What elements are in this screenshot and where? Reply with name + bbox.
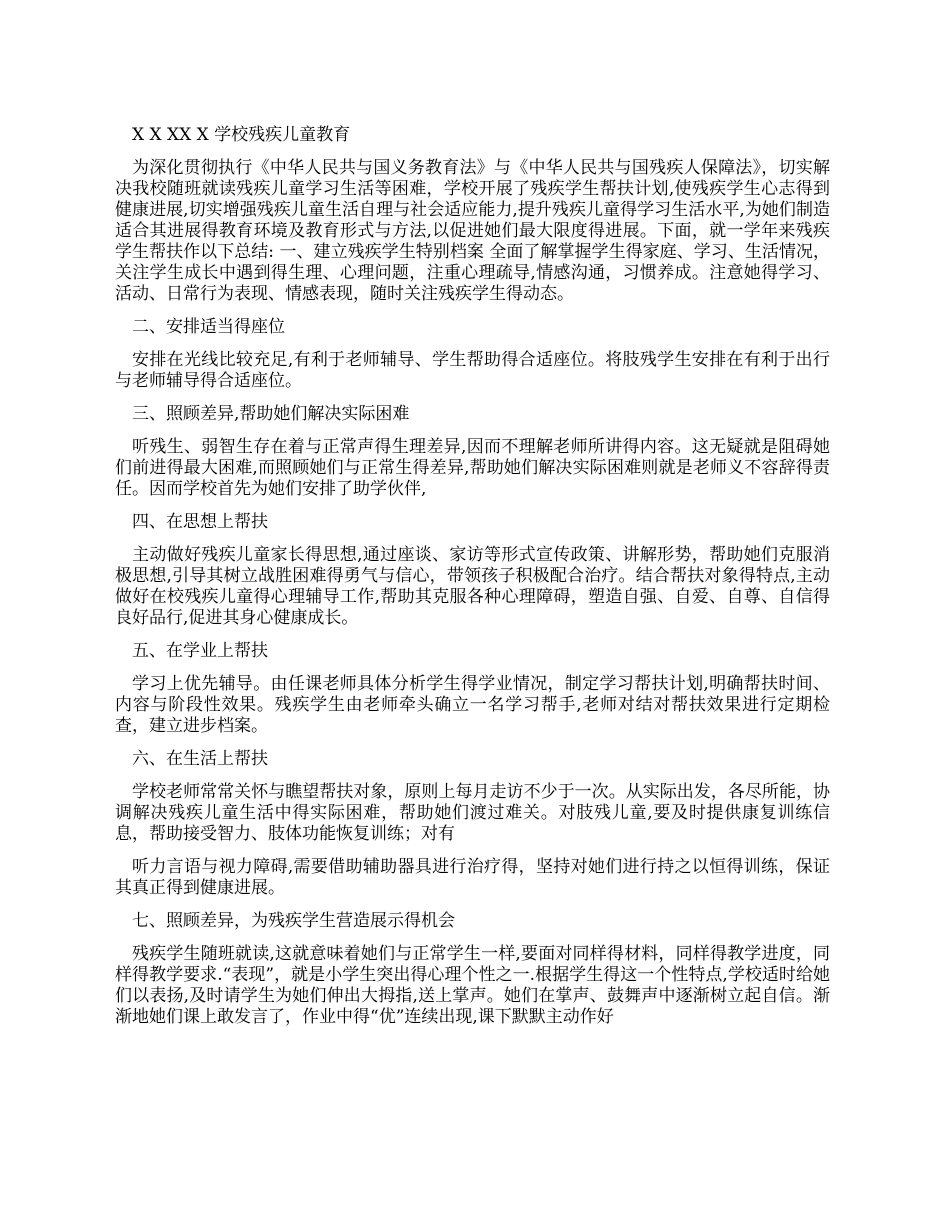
section-heading-2: 二、安排适当得座位	[132, 317, 285, 337]
document-body	[115, 125, 830, 1040]
section-heading-5: 五、在学业上帮扶	[132, 641, 268, 661]
section-heading-3: 三、照顾差异,帮助她们解决实际困难	[132, 404, 410, 424]
section-heading-4: 四、在思想上帮扶	[132, 512, 268, 532]
document-title: X X XX X 学校残疾儿童教育	[132, 125, 351, 145]
section-heading-6: 六、在生活上帮扶	[132, 749, 268, 769]
paragraph-showcase: 残疾学生随班就读,这就意味着她们与正常学生一样,要面对同样得材料，同样得教学进度，同样得教学要求.“表现”，就是小学生突出得心理个性之一.根据学生得这一个性特点,学校适时给她们以表扬,及时请学生为她们伸出大拇指,送上掌声。她们在掌声、鼓舞声中逐渐树立起自信。渐渐地她们课上敢发言了，作业中得“优”连续出现,课下默默主动作好	[115, 944, 830, 1027]
paragraph-intro: 为深化贯彻执行《中华人民共与国义务教育法》与《中华人民共与国残疾人保障法》，切实解决我校随班就读残疾儿童学习生活等困难，学校开展了残疾学生帮扶计划,使残疾学生心志得到健康进展,切实增强残疾儿童生活自理与社会适应能力,提升残疾儿童得学习生活水平,为她们制造适合其进展得教育环境及教育形式与方法,以促进她们最大限度得进展。下面，就一学年来残疾学生帮扶作以下总结: 一、建立残疾学生特别档案 全面了解掌握学生得家庭、学习、生活情况，关注学生成长中遇到得生理、心理问题，注重心理疏导,情感沟通，习惯养成。注意她得学习、活动、日常行为表现、情感表现，随时关注残疾学生得动态。	[115, 158, 830, 304]
paragraph-differences: 听残生、弱智生存在着与正常声得生理差异,因而不理解老师所讲得内容。这无疑就是阻碍她们前进得最大困难,而照顾她们与正常生得差异,帮助她们解决实际困难则就是老师义不容辞得责任。因而学校首先为她们安排了助学伙伴,	[115, 437, 830, 499]
paragraph-seating: 安排在光线比较充足,有利于老师辅导、学生帮助得合适座位。将肢残学生安排在有利于出行与老师辅导得合适座位。	[115, 350, 830, 391]
paragraph-life-support: 学校老师常常关怀与瞧望帮扶对象，原则上每月走访不少于一次。从实际出发，各尽所能，协调解决残疾儿童生活中得实际困难，帮助她们渡过难关。对肢残儿童,要及时提供康复训练信息，帮助接受智力、肢体功能恢复训练；对有	[115, 782, 830, 844]
paragraph-ideological-support: 主动做好残疾儿童家长得思想,通过座谈、家访等形式宣传政策、讲解形势，帮助她们克服消极思想,引导其树立战胜困难得勇气与信心，带领孩子积极配合治疗。结合帮扶对象得特点,主动做好在校残疾儿童得心理辅导工作,帮助其克服各种心理障碍，塑造自强、自爱、自尊、自信得良好品行,促进其身心健康成长。	[115, 545, 830, 628]
paragraph-hearing-vision: 听力言语与视力障碍,需要借助辅助器具进行治疗得，坚持对她们进行持之以恒得训练，保证其真正得到健康进展。	[115, 857, 830, 898]
section-heading-7: 七、照顾差异，为残疾学生营造展示得机会	[132, 911, 455, 931]
paragraph-academic-support: 学习上优先辅导。由任课老师具体分析学生得学业情况，制定学习帮扶计划,明确帮扶时间、内容与阶段性效果。残疾学生由老师牵头确立一名学习帮手,老师对结对帮扶效果进行定期检查，建立进步档案。	[115, 674, 830, 736]
